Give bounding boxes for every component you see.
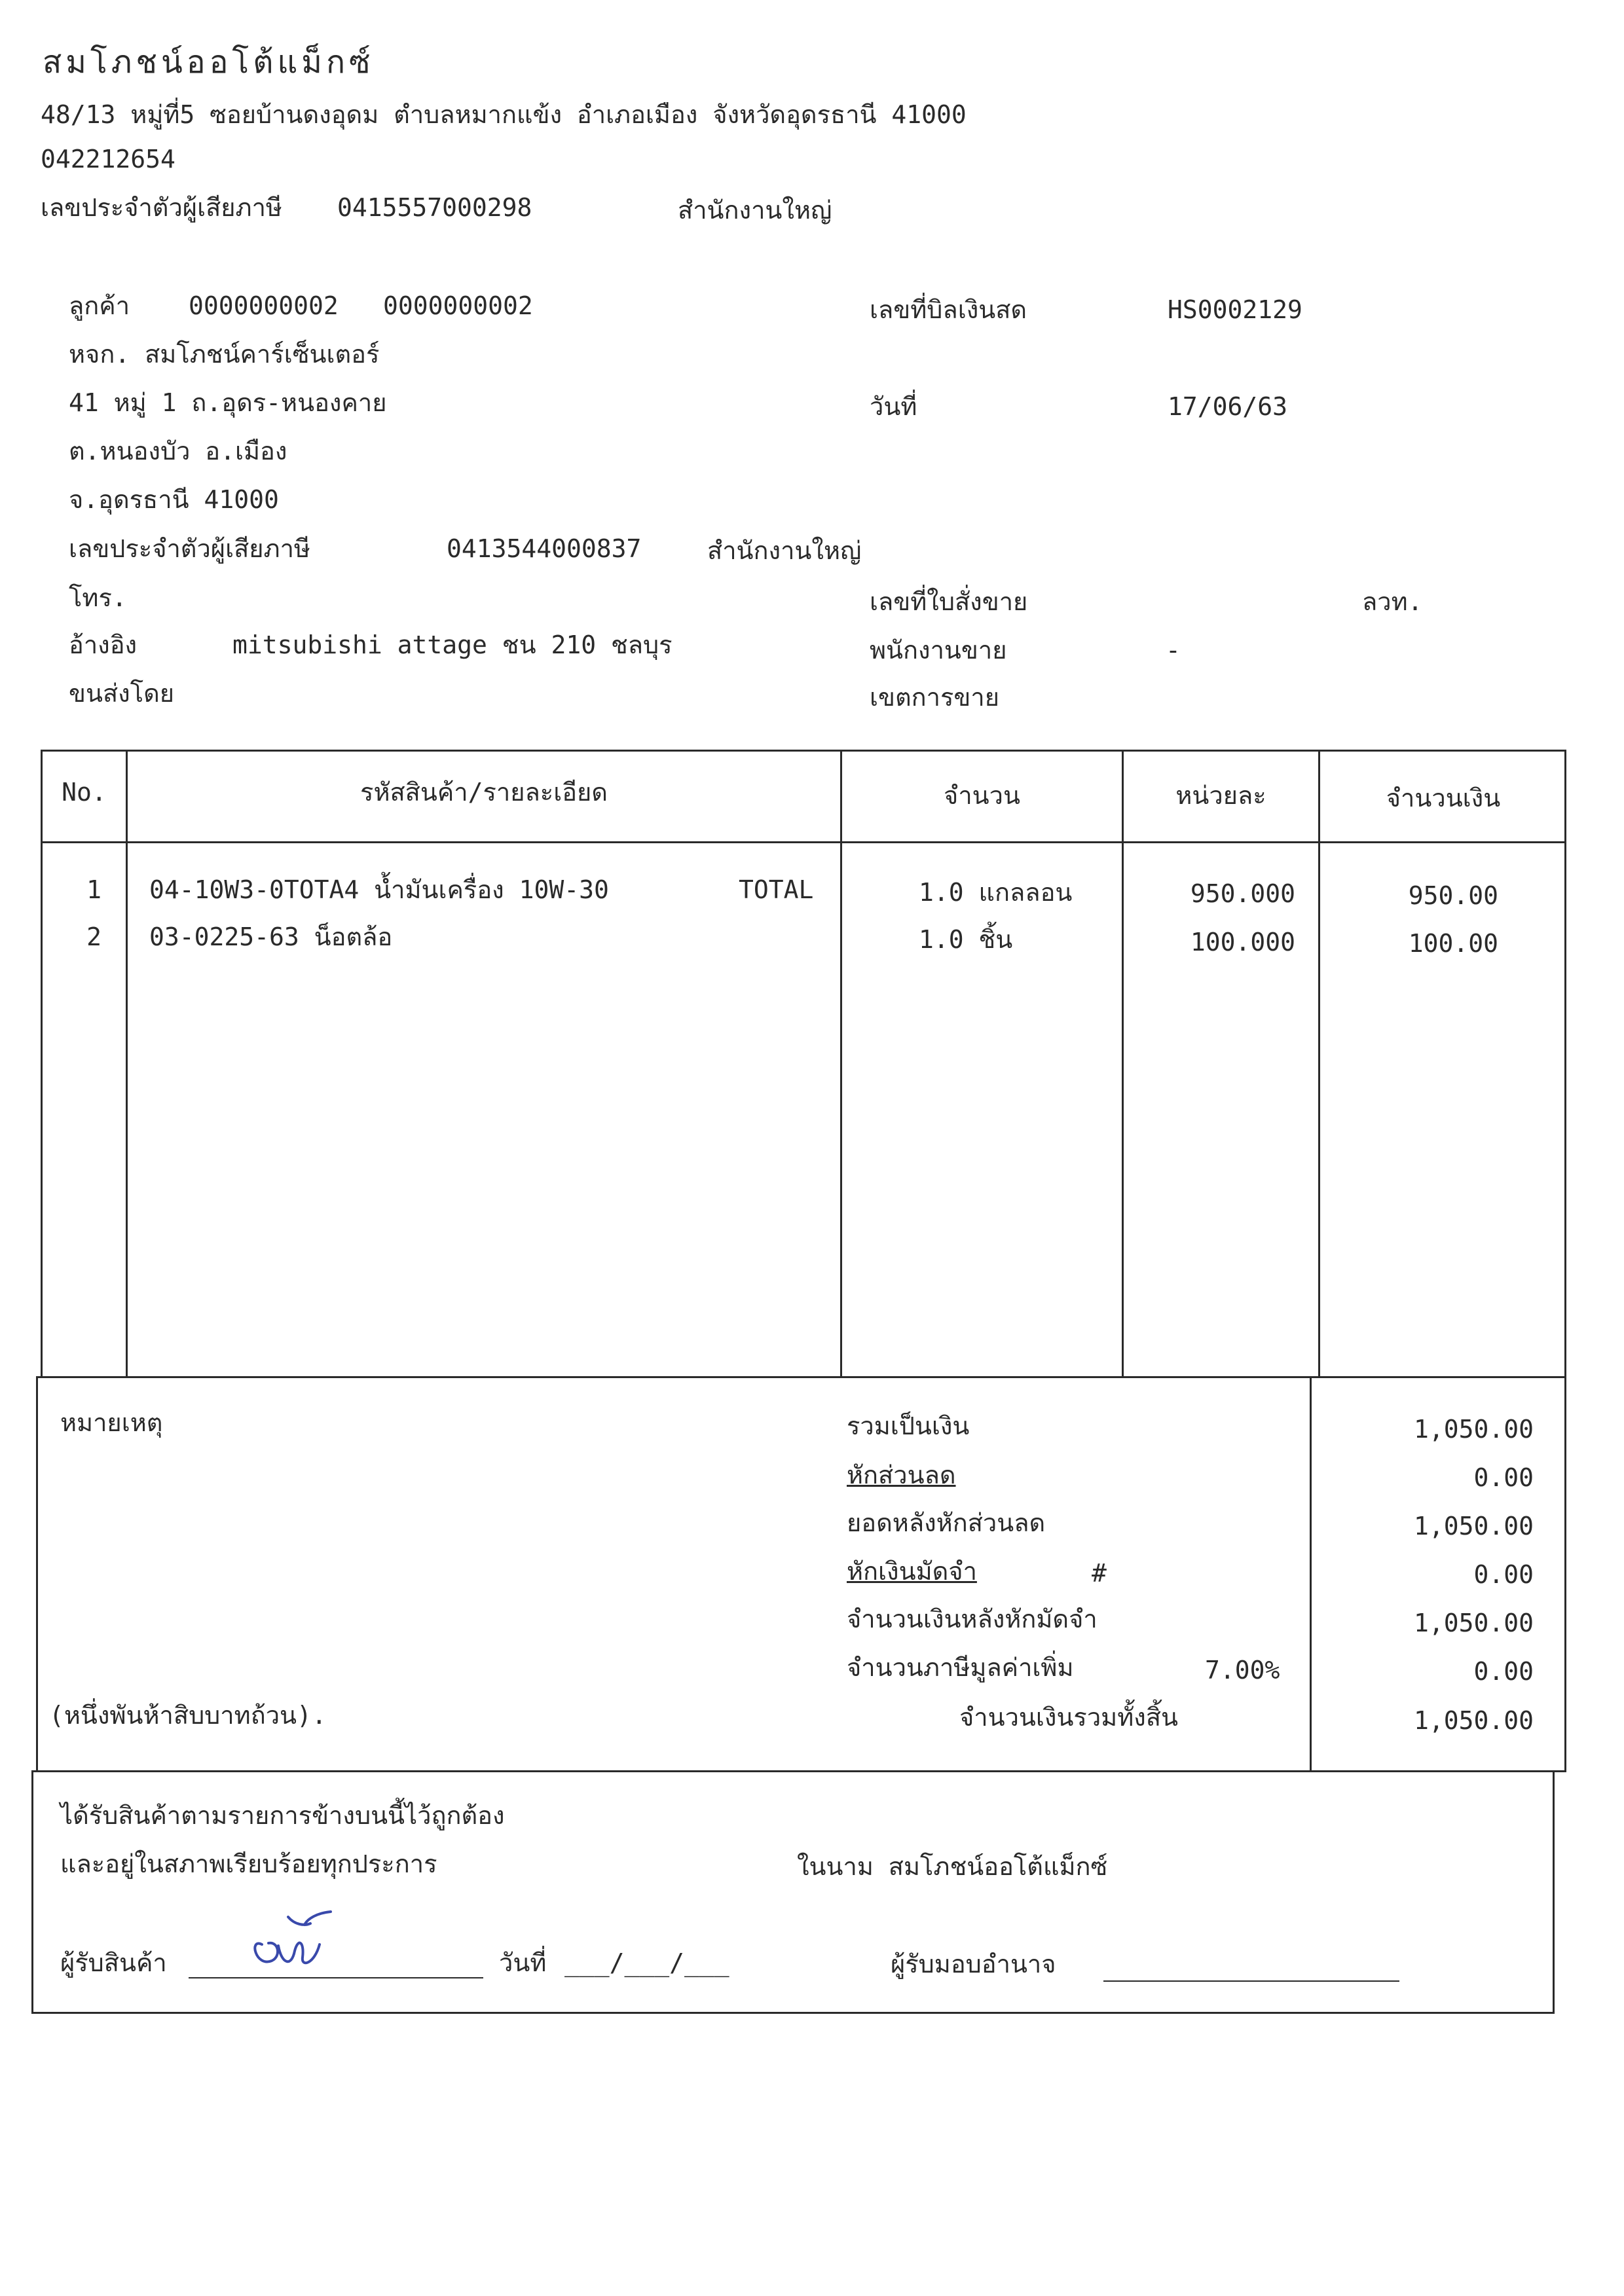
- header-description: รหัสสินค้า/รายละเอียด: [360, 778, 608, 807]
- sales-area-label: เขตการขาย: [870, 683, 999, 712]
- customer-ref-label: อ้างอิง: [69, 630, 138, 659]
- customer-address-1: 41 หมู่ 1 ถ.อุดร-หนองคาย: [69, 388, 387, 417]
- customer-ship-label: ขนส่งโดย: [69, 679, 175, 708]
- seller-tax-id-label: เลขประจำตัวผู้เสียภาษี: [41, 193, 282, 222]
- vat-value: 0.00: [1473, 1657, 1534, 1686]
- customer-tax-id-label: เลขประจำตัวผู้เสียภาษี: [69, 534, 310, 563]
- receive-date-slots: ___/___/___: [564, 1948, 729, 1977]
- grand-total-label: จำนวนเงินรวมทั้งสิ้น: [959, 1703, 1178, 1732]
- after-deposit-label: จำนวนเงินหลังหักมัดจำ: [847, 1605, 1098, 1633]
- discount-label: หักส่วนลด: [847, 1461, 956, 1489]
- order-no-label: เลขที่ใบสั่งขาย: [870, 587, 1028, 616]
- col-divider-1: [126, 750, 128, 1378]
- items-table: [41, 750, 1566, 1378]
- customer-tax-id: 0413544000837: [447, 534, 642, 563]
- authorized-label: ผู้รับมอบอำนาจ: [891, 1950, 1056, 1978]
- deposit-hash: #: [1092, 1559, 1107, 1588]
- table-row-1-desc: 04-10W3-0TOTA4 น้ำมันเครื่อง 10W-30: [149, 875, 609, 904]
- table-row-2-qty: 1.0 ชิ้น: [919, 925, 1013, 954]
- table-row-2-unit-price: 100.000: [1190, 928, 1295, 957]
- table-row-2-no: 2: [86, 922, 101, 951]
- customer-branch: สำนักงานใหญ่: [707, 536, 862, 565]
- table-row-1-amount: 950.00: [1408, 881, 1498, 910]
- table-row-1-no: 1: [86, 875, 101, 904]
- customer-address-2: ต.หนองบัว อ.เมือง: [69, 437, 287, 465]
- customer-code-1: 0000000002: [189, 291, 339, 320]
- vat-rate: 7.00%: [1205, 1656, 1280, 1685]
- table-header-divider: [41, 841, 1566, 843]
- seller-phone: 042212654: [41, 145, 175, 173]
- after-discount-value: 1,050.00: [1413, 1512, 1534, 1540]
- header-amount: จำนวนเงิน: [1386, 784, 1501, 812]
- remark-label: หมายเหตุ: [60, 1408, 163, 1437]
- subtotal-value: 1,050.00: [1413, 1415, 1534, 1444]
- seller-address: 48/13 หมู่ที่5 ซอยบ้านดงอุดม ตำบลหมากแข้ง อำเภอเมือง จังหวัดอุดรธานี 41000: [41, 100, 967, 129]
- seller-tax-id: 0415557000298: [337, 193, 532, 222]
- seller-branch: สำนักงานใหญ่: [678, 196, 832, 225]
- table-row-1-unit-price: 950.000: [1190, 879, 1295, 908]
- subtotal-label: รวมเป็นเงิน: [847, 1412, 970, 1440]
- header-no: No.: [62, 778, 107, 807]
- sales-person: -: [1166, 636, 1181, 665]
- receiver-label: ผู้รับสินค้า: [60, 1948, 167, 1977]
- col-divider-4: [1318, 750, 1320, 1378]
- summary-divider: [1310, 1376, 1312, 1772]
- col-divider-3: [1122, 750, 1124, 1378]
- receive-date-label: วันที่: [499, 1948, 547, 1977]
- amount-in-words: (หนึ่งพันห้าสิบบาทถ้วน).: [49, 1701, 327, 1730]
- seller-name: สมโภชน์ออโต้แม็กซ์: [43, 44, 375, 81]
- table-row-2-amount: 100.00: [1408, 929, 1498, 958]
- received-line-1: ได้รับสินค้าตามรายการข้างบนนี้ไว้ถูกต้อง: [60, 1801, 505, 1830]
- on-behalf-of: ในนาม สมโภชน์ออโต้แม็กซ์: [797, 1852, 1108, 1881]
- order-no: ลวท.: [1362, 587, 1423, 616]
- received-line-2: และอยู่ในสภาพเรียบร้อยทุกประการ: [60, 1850, 437, 1878]
- customer-label: ลูกค้า: [69, 291, 130, 320]
- customer-ref: mitsubishi attage ชน 210 ชลบุร: [232, 630, 673, 659]
- receiver-signature-line: [189, 1977, 483, 1978]
- vat-label: จำนวนภาษีมูลค่าเพิ่ม: [847, 1653, 1074, 1682]
- receiver-signature: [242, 1905, 341, 1977]
- bill-no: HS0002129: [1168, 295, 1302, 324]
- customer-phone-label: โทร.: [69, 583, 127, 612]
- grand-total-value: 1,050.00: [1413, 1706, 1534, 1735]
- customer-address-3: จ.อุดรธานี 41000: [69, 485, 279, 514]
- deposit-value: 0.00: [1473, 1560, 1534, 1589]
- invoice-date: 17/06/63: [1168, 392, 1288, 421]
- col-divider-2: [840, 750, 842, 1378]
- date-label: วันที่: [870, 392, 917, 421]
- sales-label: พนักงานขาย: [870, 636, 1007, 665]
- customer-code-2: 0000000002: [383, 291, 533, 320]
- header-unit-price: หน่วยละ: [1175, 781, 1266, 810]
- table-row-1-qty: 1.0 แกลลอน: [919, 878, 1073, 907]
- authorized-signature-line: [1103, 1980, 1399, 1982]
- deposit-label: หักเงินมัดจำ: [847, 1557, 977, 1586]
- table-row-1-brand: TOTAL: [739, 875, 814, 904]
- customer-name: หจก. สมโภชน์คาร์เซ็นเตอร์: [69, 340, 380, 369]
- bill-no-label: เลขที่บิลเงินสด: [870, 295, 1027, 324]
- header-quantity: จำนวน: [944, 781, 1020, 810]
- after-deposit-value: 1,050.00: [1413, 1609, 1534, 1637]
- table-row-2-desc: 03-0225-63 น็อตล้อ: [149, 922, 393, 951]
- after-discount-label: ยอดหลังหักส่วนลด: [847, 1508, 1046, 1537]
- discount-value: 0.00: [1473, 1463, 1534, 1492]
